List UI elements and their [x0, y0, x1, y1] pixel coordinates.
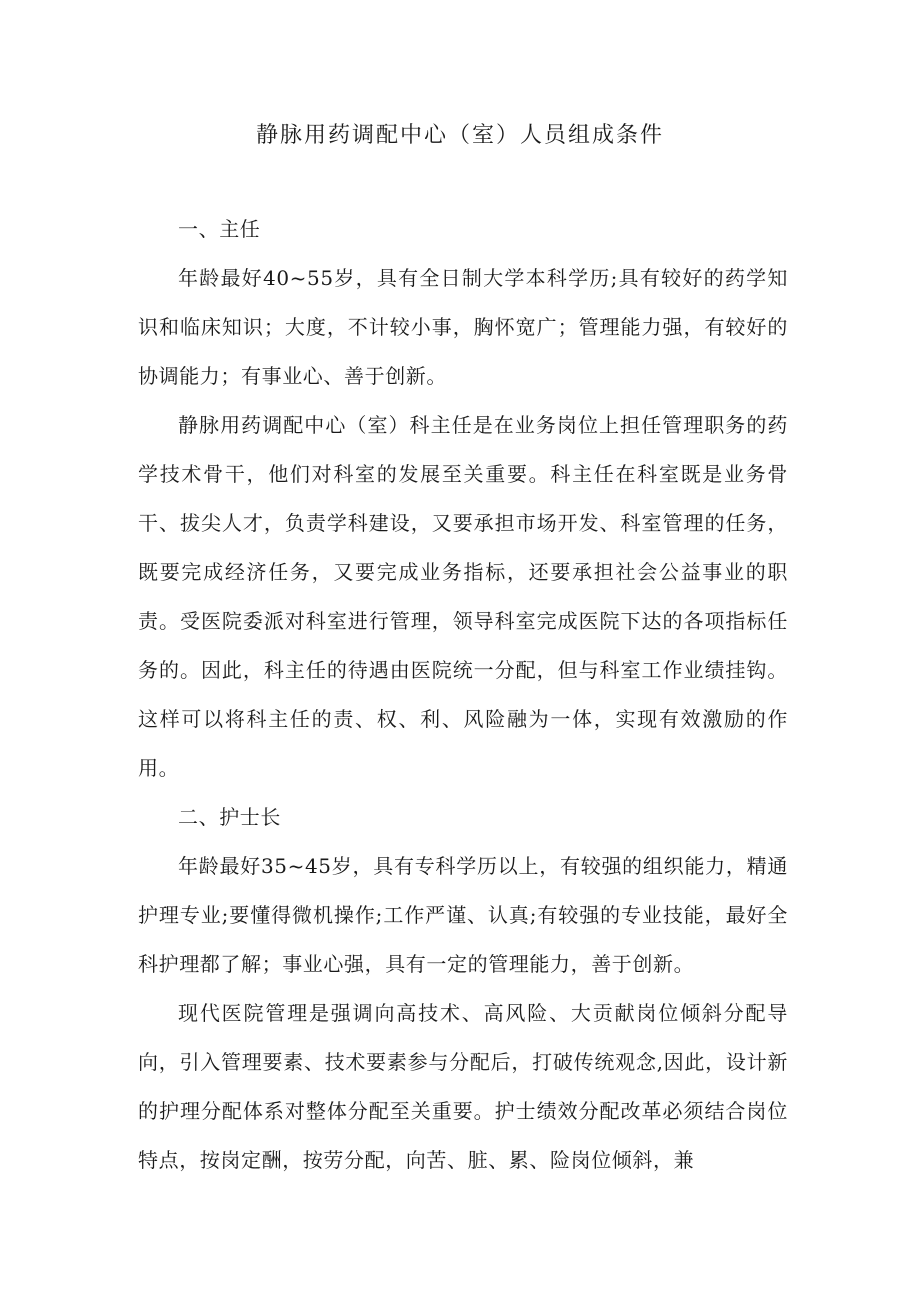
- paragraph-director-role: 静脉用药调配中心（室）科主任是在业务岗位上担任管理职务的药学技术骨干，他们对科室的发展至关重要。科主任在科室既是业务骨干、拔尖人才，负责学科建设，又要承担市场开发、科室管理的任务，既要完成经济任务，又要完成业务指标，还要承担社会公益事业的职责。受医院委派对科室进行管理，领导科室完成医院下达的各项指标任务的。因此，科主任的待遇由医院统一分配，但与科室工作业绩挂钩。这样可以将科主任的责、权、利、风险融为一体，实现有效激励的作用。: [138, 413, 788, 780]
- section-heading-director: 一、主任: [178, 217, 261, 241]
- section-heading-head-nurse: 二、护士长: [178, 805, 281, 829]
- paragraph-director-requirements: 年龄最好40~55岁，具有全日制大学本科学历;具有较好的药学知识和临床知识；大度，不计较小事，胸怀宽广；管理能力强，有较好的协调能力；有事业心、善于创新。: [138, 266, 788, 388]
- paragraph-head-nurse-requirements: 年龄最好35~45岁，具有专科学历以上，有较强的组织能力，精通护理专业;要懂得微机操作;工作严谨、认真;有较强的专业技能，最好全科护理都了解；事业心强，具有一定的管理能力，善于创新。: [138, 854, 788, 976]
- document-body: [138, 205, 788, 1185]
- document-title: 静脉用药调配中心（室）人员组成条件: [255, 123, 664, 148]
- paragraph-head-nurse-distribution: 现代医院管理是强调向高技术、高风险、大贡献岗位倾斜分配导向，引入管理要素、技术要素参与分配后，打破传统观念,因此，设计新的护理分配体系对整体分配至关重要。护士绩效分配改革必须结合岗位特点，按岗定酬，按劳分配，向苦、脏、累、险岗位倾斜，兼: [138, 1001, 788, 1172]
